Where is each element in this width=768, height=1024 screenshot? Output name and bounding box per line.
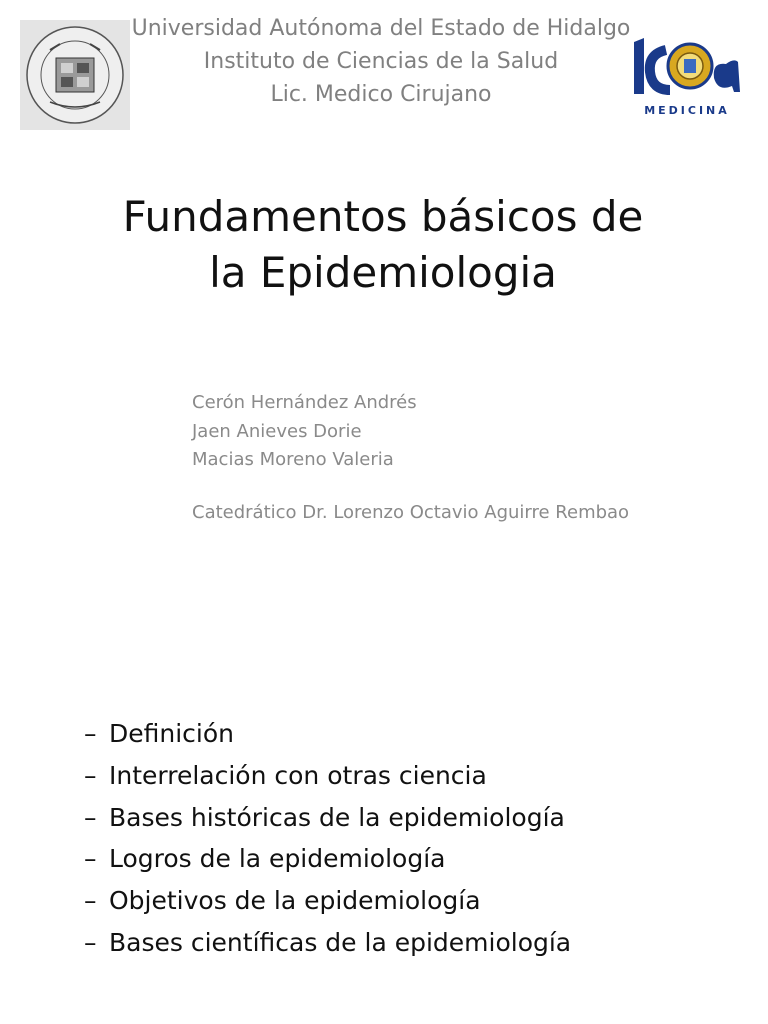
author-name: Jaen Anieves Dorie (192, 420, 362, 442)
author-name: Cerón Hernández Andrés (192, 392, 417, 413)
topic-item (84, 922, 571, 964)
topic-label: Logros de la epidemiología (109, 844, 446, 874)
topic-label: Definición (109, 719, 234, 748)
dash-bullet: – (84, 719, 97, 748)
topic-label: Interrelación con otras ciencia (109, 760, 487, 790)
dash-bullet: – (84, 844, 97, 874)
authors-list (192, 389, 417, 475)
university-name: Universidad Autónoma del Estado de Hidalgo (131, 16, 631, 41)
topic-item (84, 713, 571, 755)
dash-bullet: – (84, 886, 97, 916)
topic-item (84, 755, 571, 797)
logo-wordmark: MEDICINA (644, 104, 730, 117)
icsa-medicina-logo (626, 28, 748, 122)
title-line-2: la Epidemiologia (209, 248, 557, 297)
author-name: Macias Moreno Valeria (192, 449, 394, 470)
dash-bullet: – (84, 802, 97, 832)
title-line-1: Fundamentos básicos de (122, 192, 644, 241)
institute-name: Instituto de Ciencias de la Salud (203, 49, 559, 74)
topic-item (84, 880, 571, 922)
topic-label: Bases científicas de la epidemiología (109, 927, 572, 957)
dash-bullet: – (84, 927, 97, 957)
icsa-logo-icon (626, 28, 748, 104)
slide-title (0, 189, 766, 301)
topic-item (84, 838, 571, 880)
topics-list (84, 713, 571, 964)
topic-item (84, 797, 571, 839)
professor-line: Catedrático Dr. Lorenzo Octavio Aguirre Rembao (192, 502, 630, 523)
topic-label: Bases históricas de la epidemiología (109, 802, 565, 832)
dash-bullet: – (84, 760, 97, 790)
topic-label: Objetivos de la epidemiología (109, 886, 481, 916)
program-name: Lic. Medico Cirujano (270, 82, 492, 107)
